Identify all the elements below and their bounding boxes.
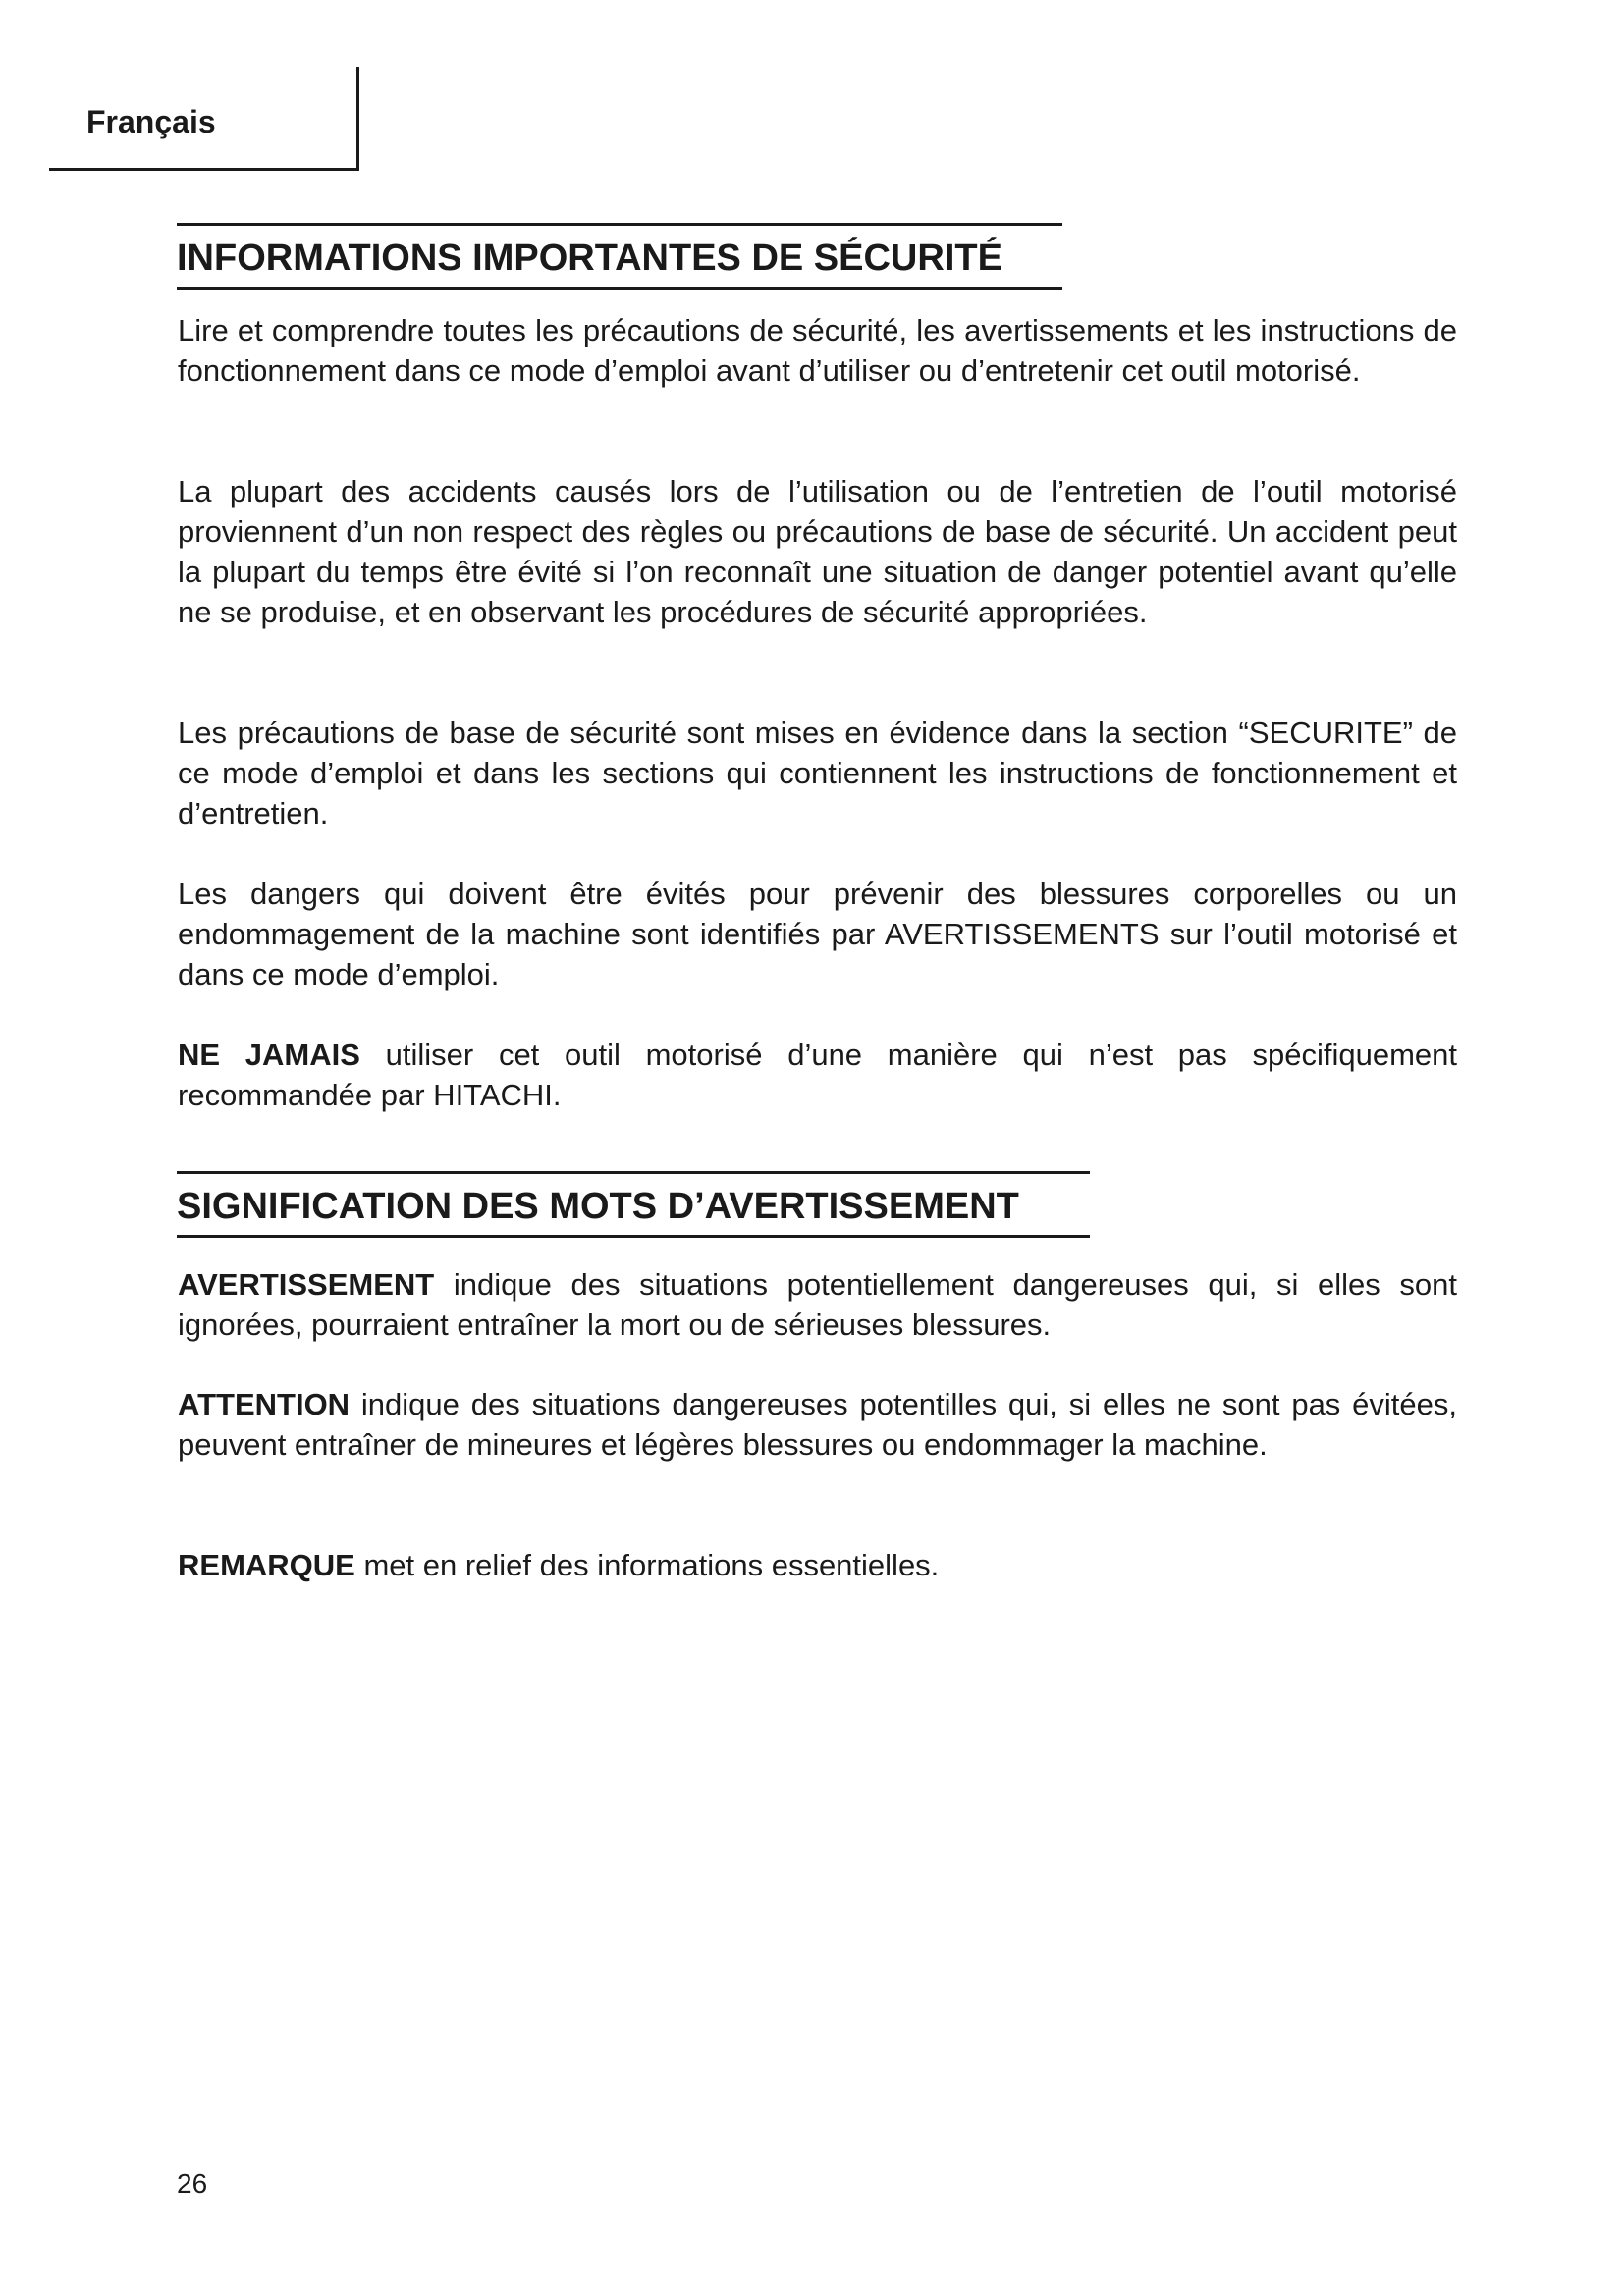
definition-caution-text: indique des situations dangereuses potentilles qui, si elles ne sont pas évitées, peuvent entraîner de mineures et légères blessures ou endommager la machine. <box>178 1387 1457 1462</box>
paragraph-never-use <box>178 1035 1457 1115</box>
term-caution: ATTENTION <box>178 1387 351 1421</box>
definition-warning <box>178 1264 1457 1345</box>
section-title-signal-words: SIGNIFICATION DES MOTS D’AVERTISSEMENT <box>177 1171 1090 1238</box>
term-warning: AVERTISSEMENT <box>178 1267 435 1302</box>
never-body-text: utiliser cet outil motorisé d’une manière qui n’est pas spécifiquement recommandée par HITACHI. <box>178 1038 1457 1112</box>
paragraph-basic-precautions: Les précautions de base de sécurité sont mises en évidence dans la section “SECURITE” de ce mode d’emploi et dans les sections qui contiennent les instructions de fonctionnement et d’entretien. <box>178 716 1457 830</box>
definition-note <box>178 1545 1457 1585</box>
paragraph-accident-causes: La plupart des accidents causés lors de l’utilisation ou de l’entretien de l’outil motorisé proviennent d’un non respect des règles ou précautions de base de sécurité. Un accident peut la plupart du temps être évité si l’on reconnaît une situation de danger potentiel avant qu’elle ne se produise, et en observant les procédures de sécurité appropriées. <box>178 474 1457 629</box>
language-label: Français <box>86 104 216 139</box>
section-title-safety-information: INFORMATIONS IMPORTANTES DE SÉCURITÉ <box>177 223 1062 290</box>
paragraph-read-instructions: Lire et comprendre toutes les précautions de sécurité, les avertissements et les instructions de fonctionnement dans ce mode d’emploi avant d’utiliser ou d’entretenir cet outil motorisé. <box>178 313 1457 388</box>
definition-caution <box>178 1384 1457 1465</box>
term-note: REMARQUE <box>178 1548 355 1582</box>
page-number: 26 <box>177 2168 208 2199</box>
paragraph-dangers-identified: Les dangers qui doivent être évités pour prévenir des blessures corporelles ou un endommagement de la machine sont identifiés par AVERTISSEMENTS sur l’outil motorisé et dans ce mode d’emploi. <box>178 877 1457 991</box>
never-lead-text: NE JAMAIS <box>178 1038 360 1072</box>
definition-note-text: met en relief des informations essentielles. <box>354 1548 940 1582</box>
definition-warning-text: indique des situations potentiellement dangereuses qui, si elles sont ignorées, pourraient entraîner la mort ou de sérieuses blessures. <box>178 1267 1457 1342</box>
